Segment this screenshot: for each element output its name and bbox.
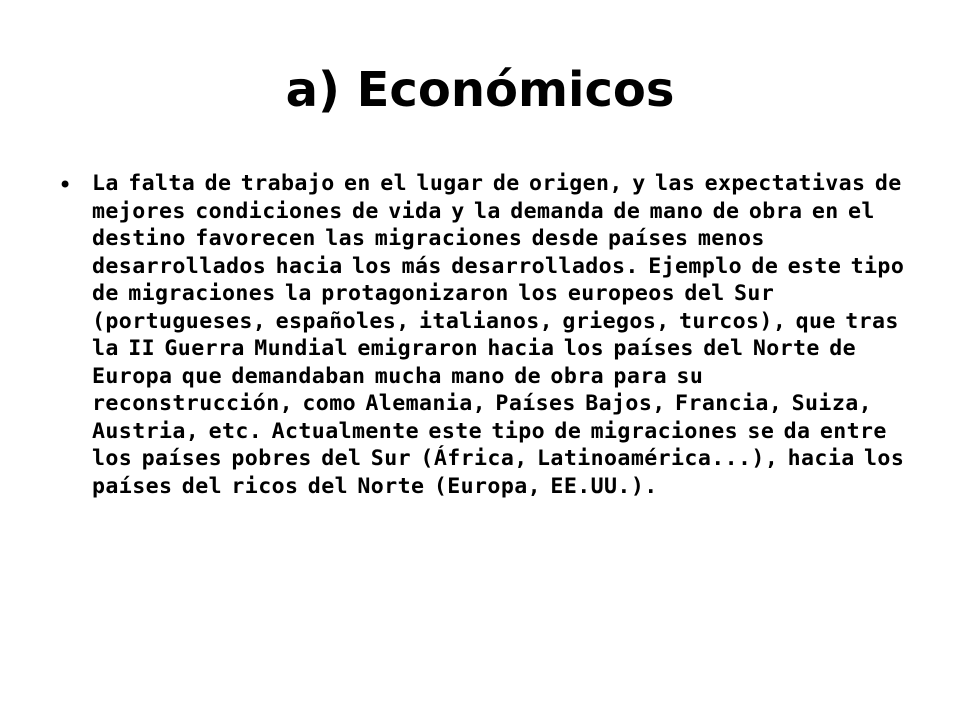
slide-title: a) Económicos — [285, 62, 675, 118]
bullet-text: La falta de trabajo en el lugar de origen, y las expectativas de mejores condiciones de vida y la demanda de mano de obra en el destino favorecen las migraciones desde países menos desarrollados hacia los más desarrollados. Ejemplo de este tipo de migraciones la protagonizaron los europeos del Sur (portugueses, españoles, italianos, griegos, turcos), que tras la II Guerra Mundial emigraron hacia los países del Norte de Europa que demandaban mucha mano de obra para su reconstrucción, como Alemania, Países Bajos, Francia, Suiza, Austria, etc. Actualmente este tipo de migraciones se da entre los países pobres del Sur (África, Latinoamérica...), hacia los países del ricos del Norte (Europa, EE.UU.). — [92, 171, 905, 499]
bullet-marker-icon: • — [58, 171, 73, 199]
bullet-list — [58, 170, 908, 500]
bullet-item — [58, 170, 908, 500]
